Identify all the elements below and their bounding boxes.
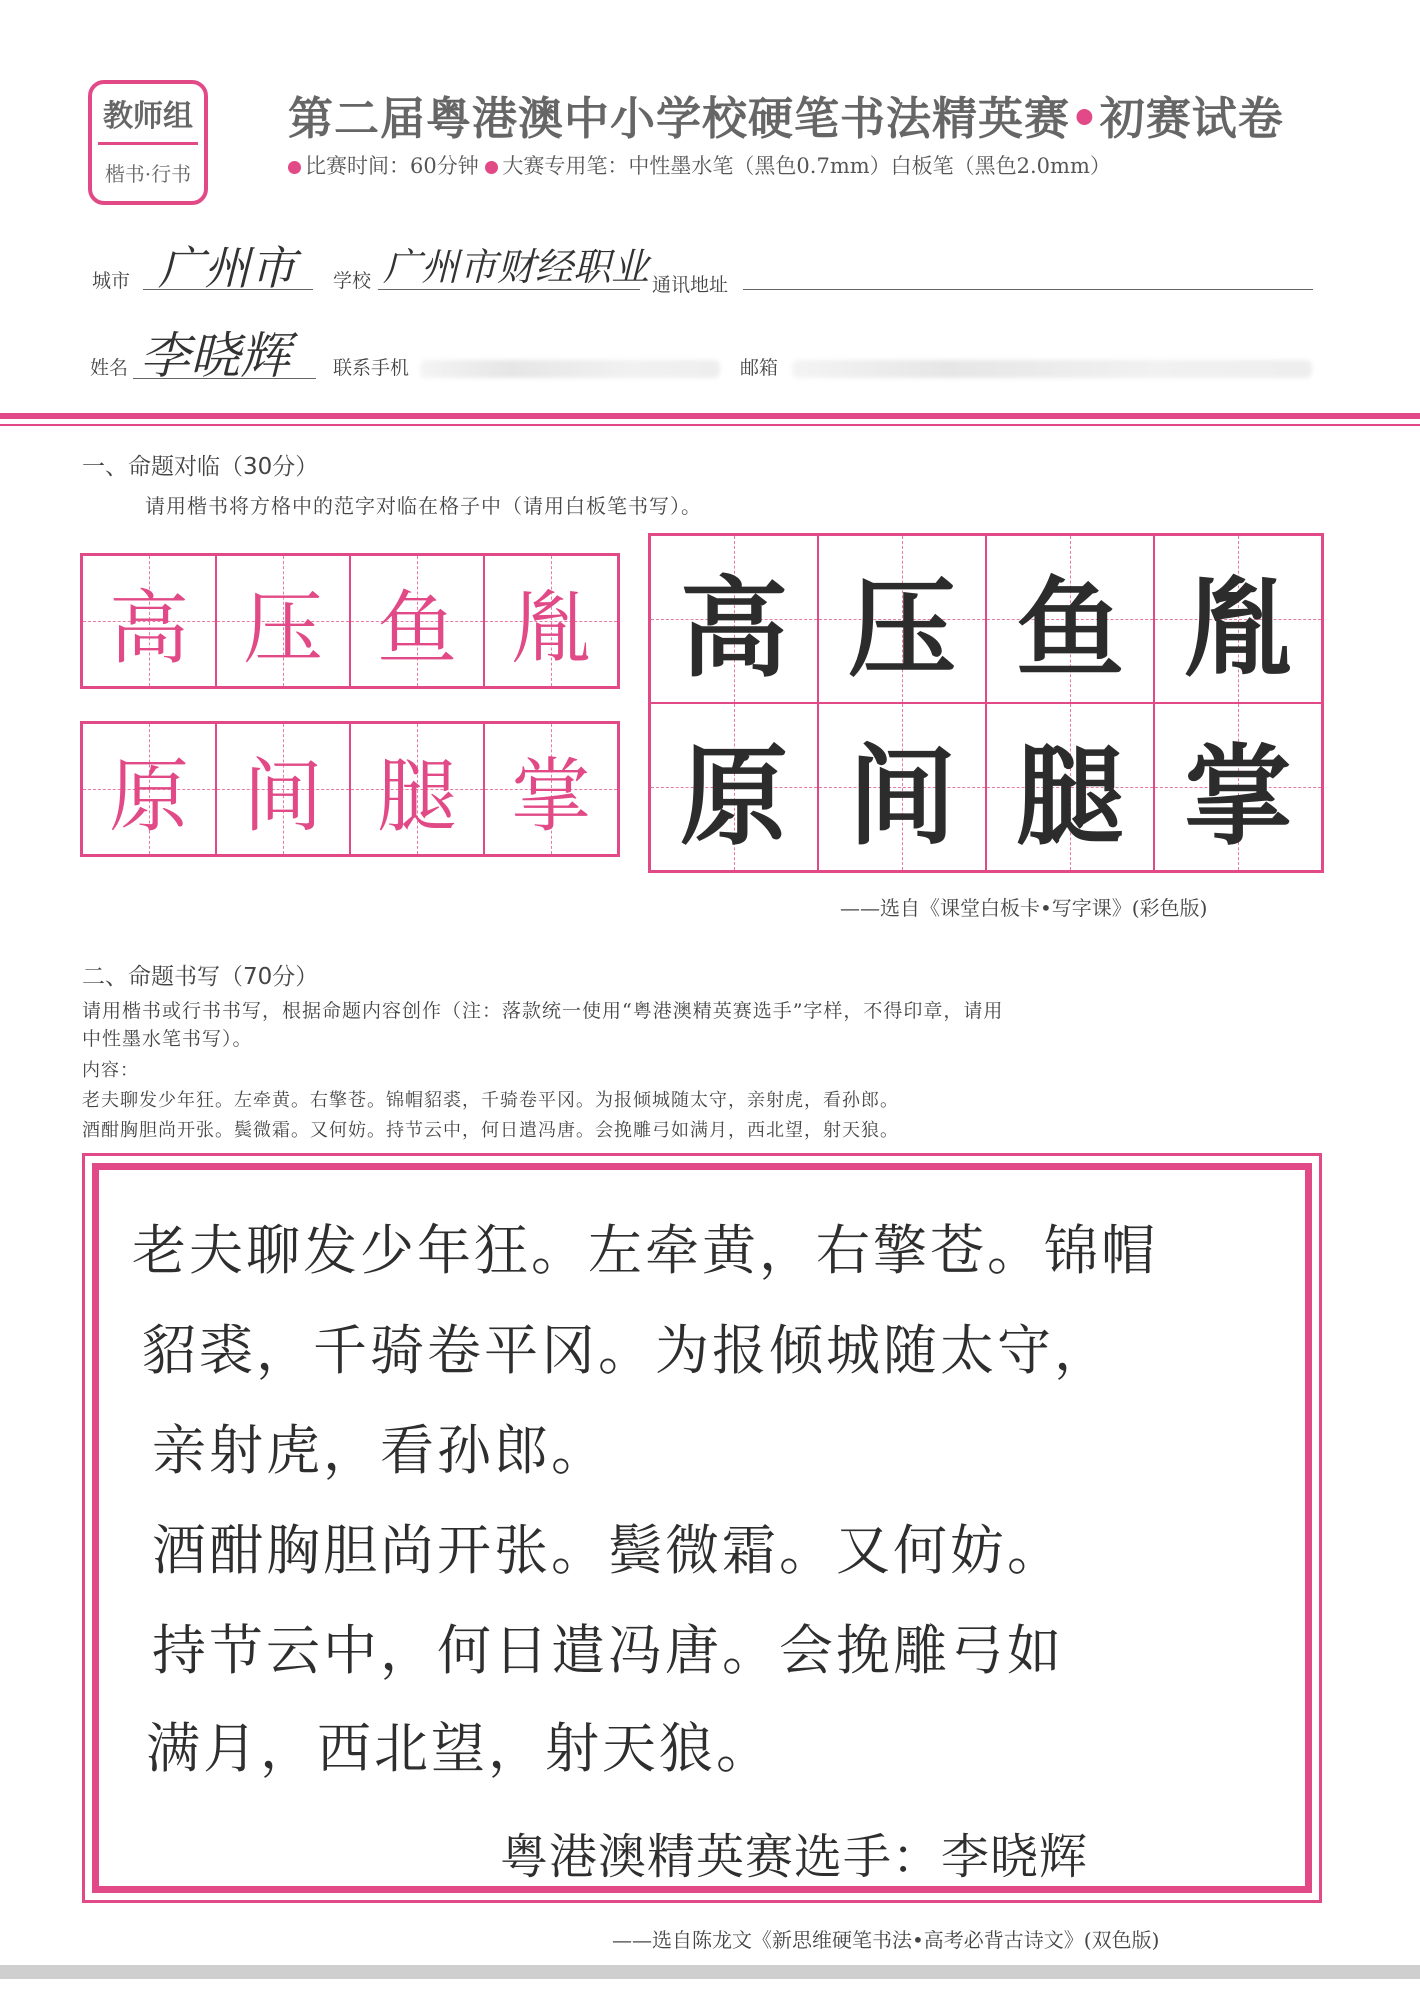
bullet-icon — [485, 161, 498, 174]
copy-cell[interactable]: 原 — [651, 704, 819, 870]
name-label: 姓名 — [90, 357, 129, 379]
address-label: 通讯地址 — [652, 274, 729, 296]
school-label: 学校 — [333, 270, 372, 292]
section2-title: 二、命题书写（70分） — [82, 964, 319, 990]
model-grid-row1 — [80, 553, 620, 689]
copy-cell[interactable]: 掌 — [1155, 704, 1321, 870]
copy-grid[interactable] — [648, 533, 1324, 873]
section1-title: 一、命题对临（30分） — [82, 454, 319, 480]
model-cell: 腿 — [351, 724, 485, 854]
copy-grid-row2 — [651, 704, 1321, 870]
written-line: 亲射虎，看孙郎。 — [152, 1419, 608, 1482]
city-underline — [143, 289, 313, 290]
model-grid-row2 — [80, 721, 620, 857]
model-cell: 高 — [83, 556, 217, 686]
written-line: 酒酣胸胆尚开张。鬓微霜。又何妨。 — [152, 1519, 1064, 1582]
header-divider — [0, 413, 1420, 419]
written-line: 满月，西北望，射天狼。 — [146, 1717, 773, 1780]
model-cell: 压 — [217, 556, 351, 686]
content-line-2: 酒酣胸胆尚开张。鬓微霜。又何妨。持节云中，何日遣冯唐。会挽雕弓如满月，西北望，射天狼。 — [82, 1120, 899, 1141]
model-cell: 胤 — [485, 556, 617, 686]
section1-instruction: 请用楷书将方格中的范字对临在格子中（请用白板笔书写）。 — [145, 494, 702, 518]
page-title — [288, 82, 1284, 147]
model-cell: 鱼 — [351, 556, 485, 686]
badge-title: 教师组 — [98, 92, 198, 145]
content-line-1: 老夫聊发少年狂。左牵黄。右擎苍。锦帽貂裘，千骑卷平冈。为报倾城随太守，亲射虎，看孙郎。 — [82, 1090, 899, 1111]
header-divider-thin — [0, 424, 1420, 426]
model-cell: 原 — [83, 724, 217, 854]
copy-cell[interactable]: 腿 — [987, 704, 1155, 870]
pen-label: 大赛专用笔：中性墨水笔（黑色0.7mm）白板笔（黑色2.0mm） — [502, 154, 1111, 178]
city-value[interactable]: 广州市 — [158, 241, 296, 295]
section2-instruction-2: 中性墨水笔书写）。 — [82, 1028, 253, 1050]
section1-source: ——选自《课堂白板卡•写字课》(彩色版) — [840, 896, 1208, 920]
badge-subtitle: 楷书·行书 — [104, 162, 192, 186]
title-tail: 初赛试卷 — [1099, 92, 1284, 145]
model-cell: 间 — [217, 724, 351, 854]
copy-grid-row1 — [651, 536, 1321, 704]
scan-edge — [0, 1965, 1420, 1979]
name-underline — [133, 378, 316, 379]
copy-cell[interactable]: 间 — [819, 704, 987, 870]
city-label: 城市 — [92, 270, 131, 292]
address-underline[interactable] — [743, 289, 1313, 290]
copy-cell[interactable]: 胤 — [1155, 536, 1321, 702]
copy-cell[interactable]: 鱼 — [987, 536, 1155, 702]
content-label: 内容： — [82, 1060, 139, 1081]
title-dot: • — [1070, 92, 1100, 145]
email-redacted — [792, 360, 1312, 378]
written-line: 貂裘，千骑卷平冈。为报倾城随太守， — [142, 1319, 1111, 1382]
signature: 粤港澳精英赛选手：李晓辉 — [500, 1829, 1089, 1885]
section2-source: ——选自陈龙文《新思维硬笔书法•高考必背古诗文》(双色版) — [612, 1928, 1160, 1952]
title-main: 第二届粤港澳中小学校硬笔书法精英赛 — [288, 92, 1071, 145]
exam-rules — [288, 150, 1111, 180]
model-cell: 掌 — [485, 724, 617, 854]
phone-label: 联系手机 — [333, 357, 410, 379]
school-underline — [378, 289, 640, 290]
bullet-icon — [288, 161, 301, 174]
written-line: 老夫聊发少年狂。左牵黄，右擎苍。锦帽 — [132, 1219, 1158, 1282]
copy-cell[interactable]: 压 — [819, 536, 987, 702]
email-label: 邮箱 — [740, 357, 779, 379]
school-value[interactable]: 广州市财经职业 — [383, 245, 650, 289]
group-badge — [88, 80, 208, 205]
section2-instruction-1: 请用楷书或行书书写，根据命题内容创作（注：落款统一使用“粤港澳精英赛选手”字样，不得印章，请用 — [82, 1000, 1004, 1022]
phone-redacted — [420, 360, 720, 378]
time-label: 比赛时间：60分钟 — [305, 154, 479, 178]
written-line: 持节云中，何日遣冯唐。会挽雕弓如 — [152, 1619, 1064, 1682]
copy-cell[interactable]: 高 — [651, 536, 819, 702]
name-value[interactable]: 李晓辉 — [140, 327, 290, 385]
